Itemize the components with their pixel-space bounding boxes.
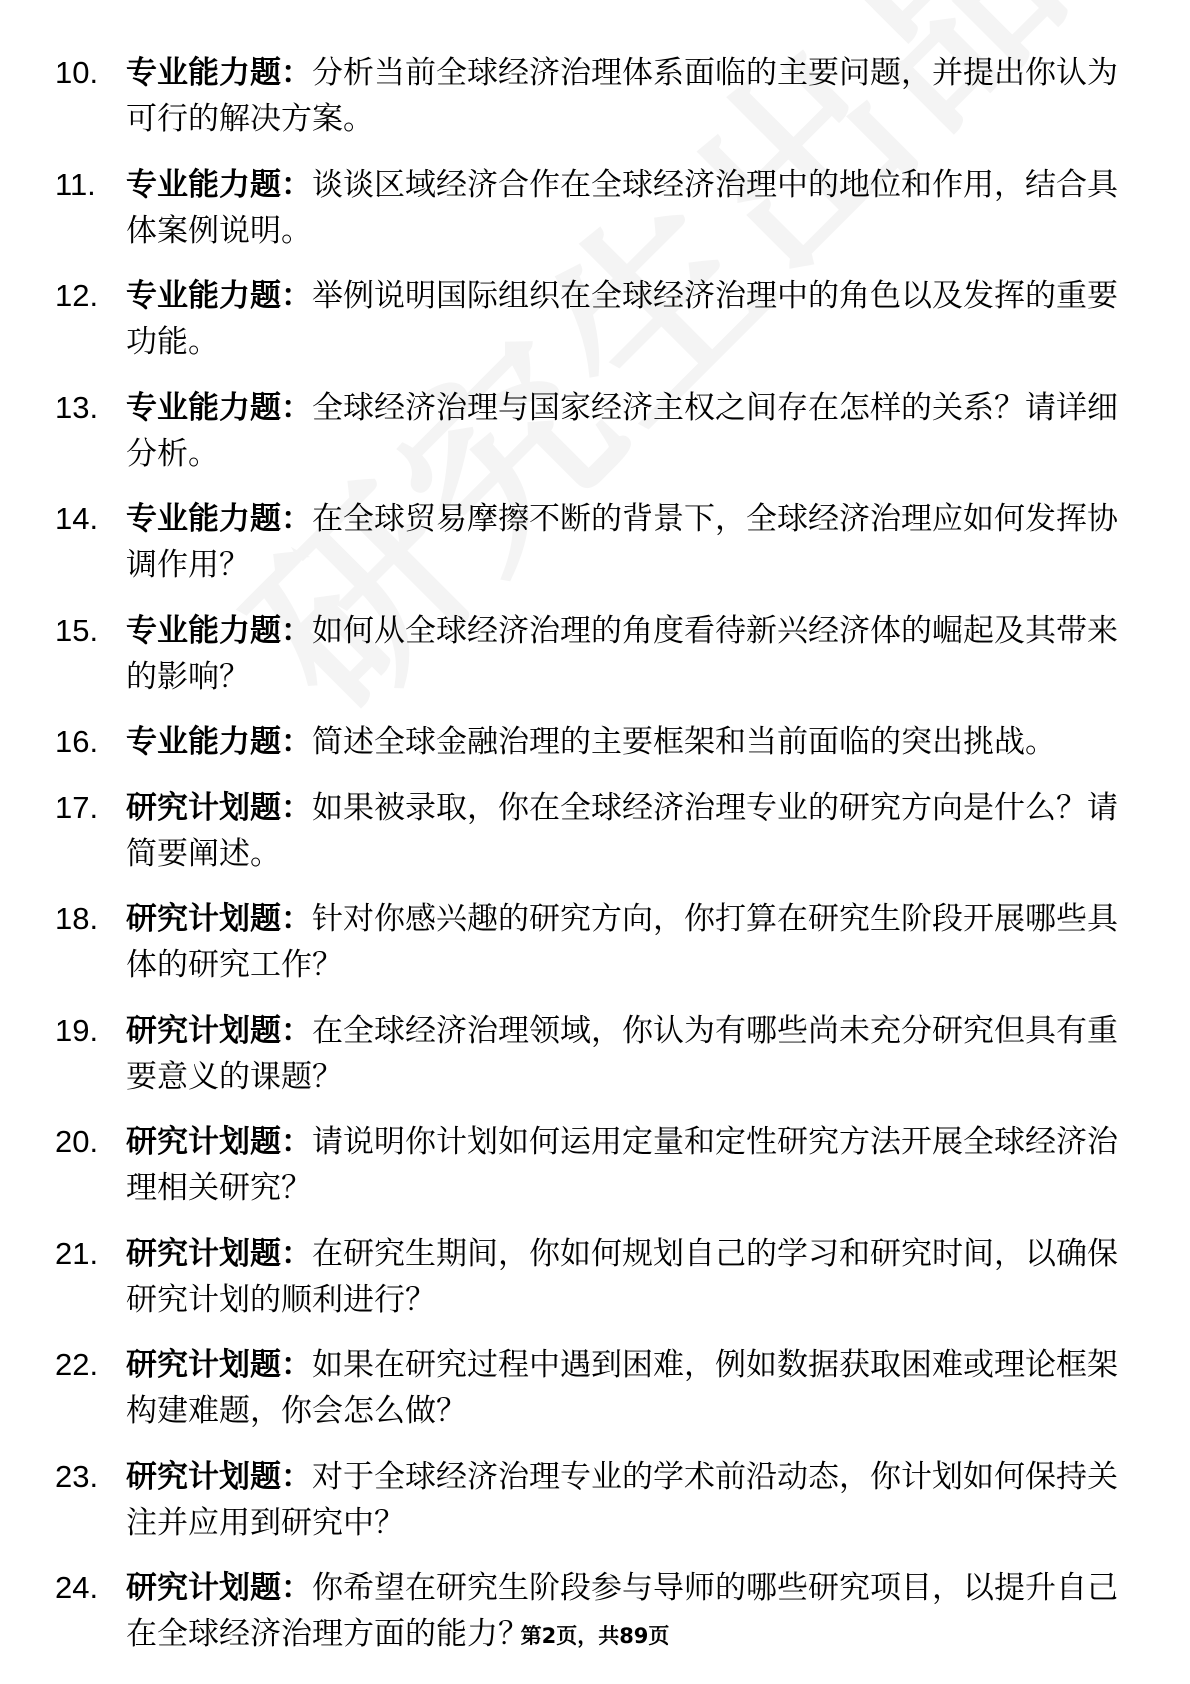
question-category: 专业能力题： bbox=[126, 612, 312, 649]
question-number: 12. bbox=[55, 278, 99, 313]
page-number: 第2页，共89页 bbox=[520, 1624, 670, 1648]
page-footer bbox=[0, 1620, 1190, 1650]
question-category: 研究计划题： bbox=[126, 1235, 312, 1272]
question-number: 23. bbox=[55, 1458, 99, 1494]
list-item bbox=[0, 1231, 1190, 1323]
question-category: 研究计划题： bbox=[126, 1458, 312, 1495]
question-number: 21. bbox=[55, 1235, 99, 1271]
list-item bbox=[0, 496, 1190, 588]
question-category: 研究计划题： bbox=[126, 1124, 312, 1160]
question-category: 专业能力题： bbox=[126, 166, 312, 203]
question-list bbox=[0, 50, 1190, 1677]
list-item bbox=[0, 162, 1190, 254]
question-number: 16. bbox=[55, 724, 99, 759]
question-category: 研究计划题： bbox=[126, 901, 312, 937]
question-text: 对于全球经济治理专业的学术前沿动态，你计划如何保持关注并应用到研究中？ bbox=[126, 1458, 1118, 1541]
list-item bbox=[0, 785, 1190, 877]
question-text: 在全球经济治理领域，你认为有哪些尚未充分研究但具有重要意义的课题？ bbox=[126, 1012, 1118, 1095]
question-text: 在全球贸易摩擦不断的背景下，全球经济治理应如何发挥协调作用？ bbox=[126, 501, 1118, 583]
question-text: 简述全球金融治理的主要框架和当前面临的突出挑战。 bbox=[312, 724, 1056, 760]
list-item bbox=[0, 1454, 1190, 1546]
question-text: 如果在研究过程中遇到困难，例如数据获取困难或理论框架构建难题，你会怎么做？ bbox=[126, 1347, 1118, 1429]
question-category: 专业能力题： bbox=[126, 55, 312, 91]
list-item bbox=[0, 608, 1190, 700]
question-category: 专业能力题： bbox=[126, 724, 312, 760]
question-number: 24. bbox=[55, 1570, 99, 1605]
question-category: 专业能力题： bbox=[126, 389, 312, 426]
question-text: 请说明你计划如何运用定量和定性研究方法开展全球经济治理相关研究？ bbox=[126, 1124, 1118, 1206]
list-item bbox=[0, 273, 1190, 365]
question-number: 10. bbox=[55, 55, 99, 90]
question-category: 研究计划题： bbox=[126, 1570, 312, 1606]
question-text: 如何从全球经济治理的角度看待新兴经济体的崛起及其带来的影响？ bbox=[126, 612, 1118, 695]
question-number: 11. bbox=[55, 166, 96, 202]
question-text: 全球经济治理与国家经济主权之间存在怎样的关系？请详细分析。 bbox=[126, 389, 1118, 472]
question-number: 15. bbox=[55, 612, 99, 648]
question-category: 专业能力题： bbox=[126, 278, 312, 314]
question-category: 专业能力题： bbox=[126, 501, 312, 537]
list-item bbox=[0, 1342, 1190, 1434]
question-text: 分析当前全球经济治理体系面临的主要问题，并提出你认为可行的解决方案。 bbox=[126, 55, 1118, 137]
question-text: 如果被录取，你在全球经济治理专业的研究方向是什么？请简要阐述。 bbox=[126, 789, 1118, 872]
question-text: 针对你感兴趣的研究方向，你打算在研究生阶段开展哪些具体的研究工作？ bbox=[126, 901, 1118, 983]
question-number: 13. bbox=[55, 389, 99, 425]
question-text: 举例说明国际组织在全球经济治理中的角色以及发挥的重要功能。 bbox=[126, 278, 1118, 360]
list-item bbox=[0, 896, 1190, 988]
question-number: 18. bbox=[55, 901, 99, 936]
question-number: 17. bbox=[55, 789, 99, 825]
list-item bbox=[0, 385, 1190, 477]
list-item bbox=[0, 719, 1190, 765]
list-item bbox=[0, 50, 1190, 142]
question-number: 22. bbox=[55, 1347, 99, 1382]
question-number: 14. bbox=[55, 501, 99, 536]
list-item bbox=[0, 1008, 1190, 1100]
question-category: 研究计划题： bbox=[126, 1012, 312, 1049]
question-category: 研究计划题： bbox=[126, 789, 312, 826]
question-number: 20. bbox=[55, 1124, 99, 1159]
list-item bbox=[0, 1119, 1190, 1211]
question-text: 谈谈区域经济合作在全球经济治理中的地位和作用，结合具体案例说明。 bbox=[126, 166, 1118, 249]
question-text: 在研究生期间，你如何规划自己的学习和研究时间，以确保研究计划的顺利进行？ bbox=[126, 1235, 1118, 1318]
question-number: 19. bbox=[55, 1012, 99, 1048]
question-category: 研究计划题： bbox=[126, 1347, 312, 1383]
question-text: 你希望在研究生阶段参与导师的哪些研究项目，以提升自己在全球经济治理方面的能力？ bbox=[126, 1570, 1118, 1652]
